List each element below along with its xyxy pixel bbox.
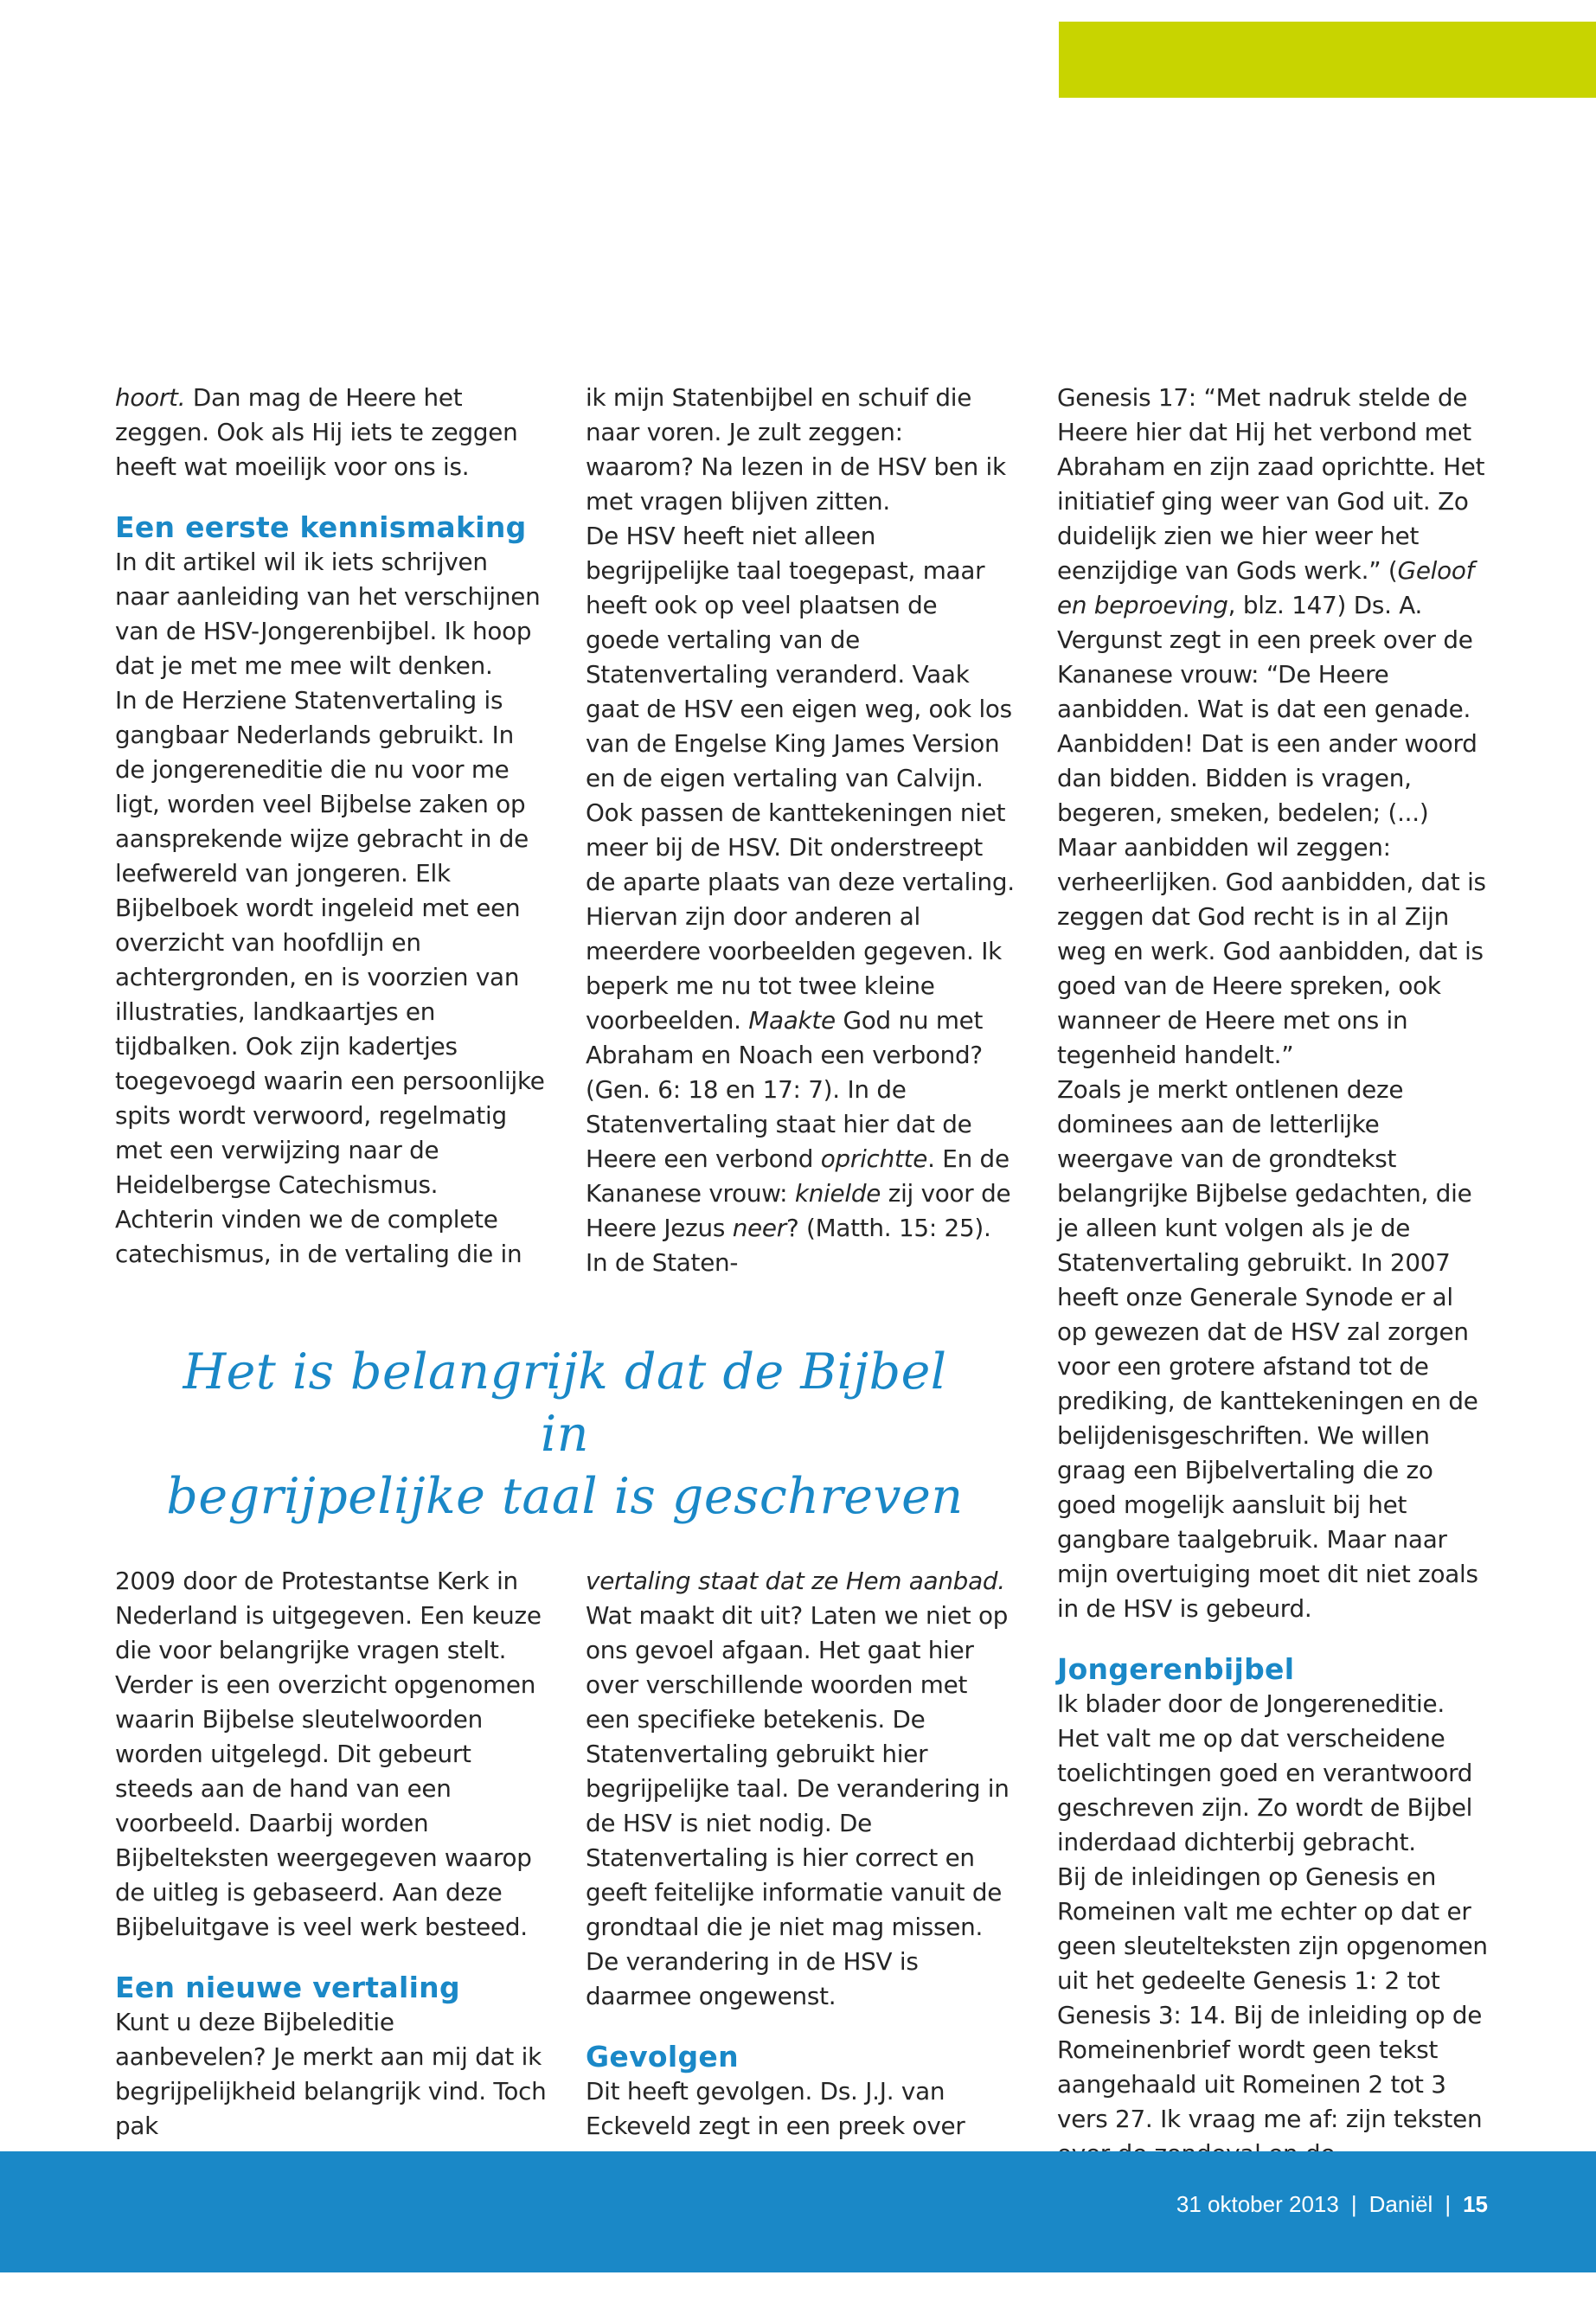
column-2-bottom	[586, 1564, 1018, 2144]
paragraph: Kunt u deze Bijbeleditie aanbevelen? Je merkt aan mij dat ik begrijpelijkheid belangrijk vind. Toch pak	[115, 2008, 547, 2140]
section-heading-kennismaking: Een eerste kennismaking	[115, 510, 527, 544]
paragraph: vertaling staat dat ze Hem aanbad. Wat maakt dit uit? Laten we niet op ons gevoel afgaan. Het gaat hier over verschillende woorden met een specifieke betekenis. De Statenvertaling gebruikt hier begrijpelijke taal. De verandering in de HSV is niet nodig. De Statenvertaling is hier correct en geeft feitelijke informatie vanuit de grondtaal die je niet mag missen. De verandering in de HSV is daarmee ongewenst.	[586, 1567, 1010, 2010]
paragraph: De HSV heeft niet alleen begrijpelijke taal toegepast, maar heeft ook op veel plaatsen de goede vertaling van de Statenvertaling veranderd. Vaak gaat de HSV een eigen weg, ook los van de Engelse King James Version en de eigen vertaling van Calvijn. Ook passen de kanttekeningen niet meer bij de HSV. Dit onderstreept de aparte plaats van deze vertaling.	[586, 522, 1015, 896]
magazine-name: Daniël	[1368, 2191, 1433, 2217]
issue-date: 31 oktober 2013	[1176, 2191, 1339, 2217]
paragraph: In de Herziene Statenvertaling is gangbaar Nederlands gebruikt. In de jongereneditie die nu voor me ligt, worden veel Bijbelse zaken op aansprekende wijze gebracht in de leefwereld van jongeren. Elk Bijbelboek wordt ingeleid met een overzicht van hoofdlijn en achtergronden, en is voorzien van illustraties, landkaartjes en tijdbalken. Ook zijn kadertjes toegevoegd waarin een persoonlijke spits wordt verwoord, regelmatig met een verwijzing naar de Heidelbergse Catechismus.	[115, 686, 545, 1199]
paragraph: In dit artikel wil ik iets schrijven naar aanleiding van het verschijnen van de HSV-Jongerenbijbel. Ik hoop dat je met me mee wilt denken.	[115, 548, 541, 680]
section-heading-gevolgen: Gevolgen	[586, 2040, 739, 2073]
column-1-top	[115, 381, 548, 1272]
section-color-tab	[1059, 22, 1596, 98]
pull-quote	[154, 1341, 976, 1528]
paragraph: ik mijn Statenbijbel en schuif die naar voren. Je zult zeggen: waarom? Na lezen in de HSV ben ik met vragen blijven zitten.	[586, 383, 1006, 516]
paragraph: Ik blader door de Jongereneditie. Het valt me op dat verscheidene toelichtingen goed en verantwoord geschreven zijn. Zo wordt de Bijbel inderdaad dichterbij gebracht.	[1057, 1689, 1473, 1856]
paragraph: Bij de inleidingen op Genesis en Romeinen valt me echter op dat er geen sleutelteksten zijn opgenomen uit het gedeelte Genesis 1: 2 tot Genesis 3: 14. Bij de inleiding op de Romeinenbrief wordt geen tekst aangehaald uit Romeinen 2 tot 3 vers 27. Ik vraag me af: zijn teksten	[1057, 1862, 1488, 2133]
section-heading-nieuwe-vertaling: Een nieuwe vertaling	[115, 1971, 460, 2004]
paragraph: Achterin vinden we de complete catechismus, in de vertaling die in	[115, 1205, 522, 1268]
paragraph: Zoals je merkt ontlenen deze dominees aan de letterlijke weergave van de grondtekst belangrijke Bijbelse gedachten, die je alleen kunt volgen als je de Statenvertaling gebruikt. In 2007 heeft onze Generale Synode er al op gewezen dat de HSV zal zorgen voor een grotere afstand tot de prediking, de kanttekeningen en de belijdenisgeschriften. We willen graag een Bijbelvertaling die zo goed mogelijk aansluit bij het gangbare taalgebruik. Maar naar mijn overtuiging moet dit niet zoals in de HSV is gebeurd.	[1057, 1075, 1478, 1623]
page-number: 15	[1463, 2191, 1488, 2217]
pull-quote-line-2: begrijpelijke taal is geschreven	[166, 1468, 964, 1525]
paragraph: Hiervan zijn door anderen al meerdere voorbeelden gegeven. Ik beperk me nu tot twee kleine voorbeelden. Maakte God nu met Abraham en Noach een verbond? (Gen. 6: 18 en 17: 7). In de Statenvertaling staat hier dat de Heere een verbond oprichtte. En de Kananese vrouw: knielde zij voor de Heere Jezus neer? (Matth. 15: 25). In de Staten-	[586, 902, 1011, 1277]
paragraph: Genesis 17: “Met nadruk stelde de Heere hier dat Hij het verbond met Abraham en zijn zaad oprichtte. Het initiatief ging weer van God uit. Zo duidelijk zien we hier weer het eenzijdige van Gods werk.” (Geloof en beproeving, blz. 147) Ds. A. Vergunst zegt in een preek over de Kananese vrouw: “De Heere aanbidden. Wat is dat een genade. Aanbidden! Dat is een ander woord dan bidden. Bidden is vragen, begeren, smeken, bedelen; (...) Maar aanbidden wil zeggen: verheerlijken. God aanbidden, dat is zeggen dat God recht is in al Zijn weg en werk. God aanbidden, dat is goed van de Heere spreken, ook wanneer de Heere met ons in tegenheid handelt.”	[1057, 383, 1486, 1069]
column-3	[1057, 381, 1490, 2206]
footer-info: 31 oktober 2013 | Daniël | 15	[1176, 2191, 1488, 2217]
paragraph: 2009 door de Protestantse Kerk in Nederland is uitgegeven. Een keuze die voor belangrijke vragen stelt. Verder is een overzicht opgenomen waarin Bijbelse sleutelwoorden worden uitgelegd. Dit gebeurt steeds aan de hand van een voorbeeld. Daarbij worden Bijbelteksten weergegeven waarop de uitleg is gebaseerd. Aan deze Bijbeluitgave is veel werk besteed.	[115, 1567, 542, 1941]
column-1-bottom	[115, 1564, 548, 2144]
paragraph: Dit heeft gevolgen. Ds. J.J. van Eckeveld zegt in een preek over	[586, 2077, 965, 2140]
section-heading-jongerenbijbel: Jongerenbijbel	[1057, 1652, 1295, 1686]
pull-quote-line-1: Het is belangrijk dat de Bijbel in	[183, 1343, 947, 1463]
column-2-top	[586, 381, 1018, 1280]
paragraph: hoort. Dan mag de Heere het zeggen. Ook als Hij iets te zeggen heeft wat moeilijk voor ons is.	[115, 383, 518, 481]
